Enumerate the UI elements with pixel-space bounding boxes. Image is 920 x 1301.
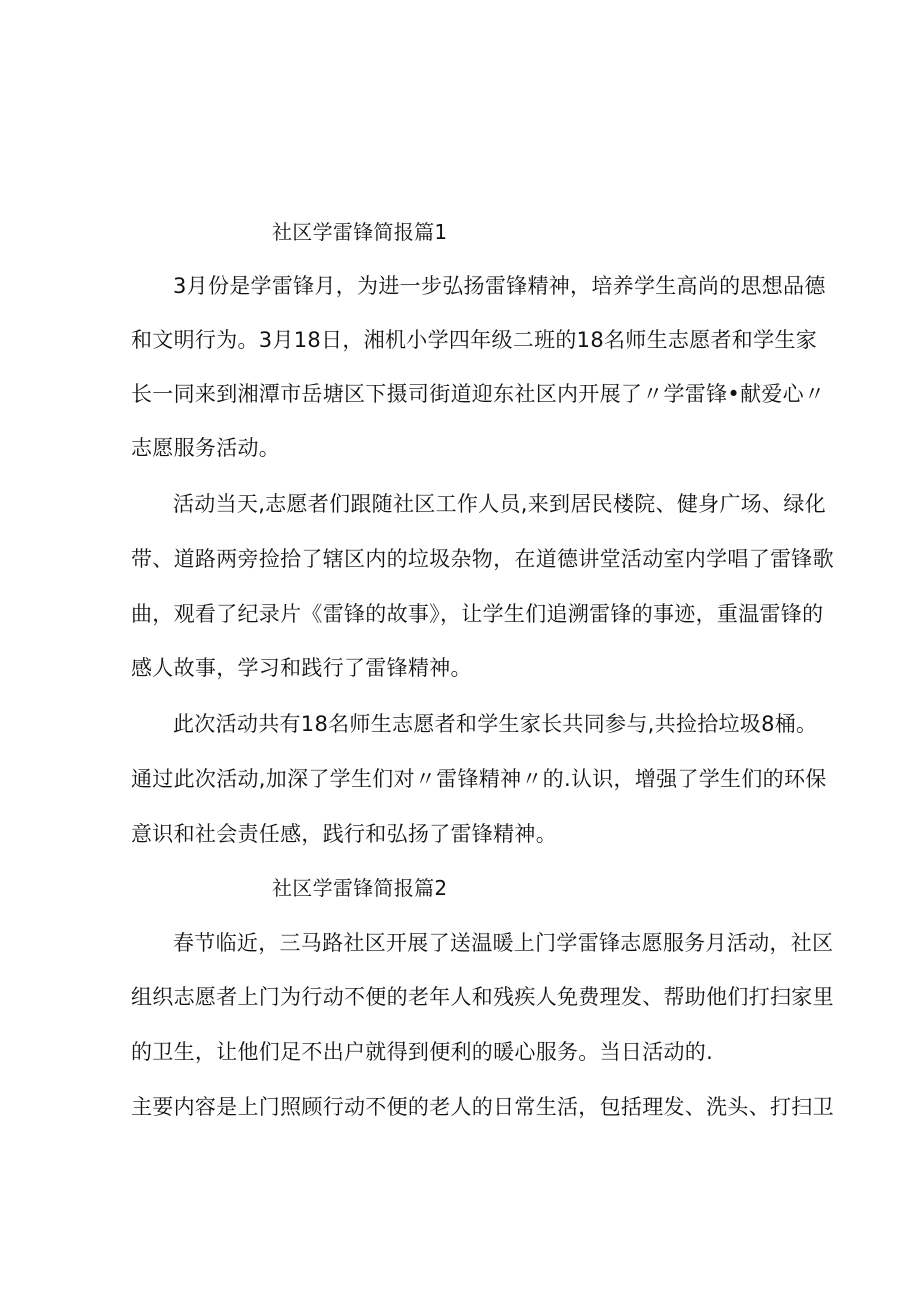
section-2-title: 社区学雷锋简报篇2 [272,876,448,900]
paragraph-line: 3月份是学雷锋月，为进一步弘扬雷锋精神，培养学生高尚的思想品德 [173,274,826,298]
section-1-title: 社区学雷锋简报篇1 [272,220,448,244]
paragraph-line: 活动当天,志愿者们跟随社区工作人员,来到居民楼院、健身广场、绿化 [173,492,826,516]
paragraph-line: 组织志愿者上门为行动不便的老年人和残疾人免费理发、帮助他们打扫家里 [131,985,834,1009]
paragraph-line: 意识和社会责任感，践行和弘扬了雷锋精神。 [131,822,557,846]
paragraph-line: 志愿服务活动。 [131,436,281,460]
paragraph-line: 感人故事，学习和践行了雷锋精神。 [131,656,472,680]
paragraph-line: 曲，观看了纪录片《雷锋的故事》，让学生们追溯雷锋的事迹，重温雷锋的 [131,602,824,626]
paragraph-line: 此次活动共有18名师生志愿者和学生家长共同参与,共捡拾垃圾8桶。 [173,712,818,736]
paragraph-line: 春节临近，三马路社区开展了送温暖上门学雷锋志愿服务月活动，社区 [173,931,834,955]
paragraph-line: 主要内容是上门照顾行动不便的老人的日常生活，包括理发、洗头、打扫卫 [131,1095,834,1119]
paragraph-line: 的卫生，让他们足不出户就得到便利的暖心服务。当日活动的. [131,1040,714,1064]
paragraph-line: 和文明行为。3月18日，湘机小学四年级二班的18名师生志愿者和学生家 [131,328,818,352]
paragraph-line: 长一同来到湘潭市岳塘区下摄司街道迎东社区内开展了〃学雷锋•献爱心〃 [131,382,826,406]
paragraph-line: 带、道路两旁捡拾了辖区内的垃圾杂物，在道德讲堂活动室内学唱了雷锋歌 [131,547,834,571]
paragraph-line: 通过此次活动,加深了学生们对〃雷锋精神〃的.认识，增强了学生们的环保 [131,767,827,791]
